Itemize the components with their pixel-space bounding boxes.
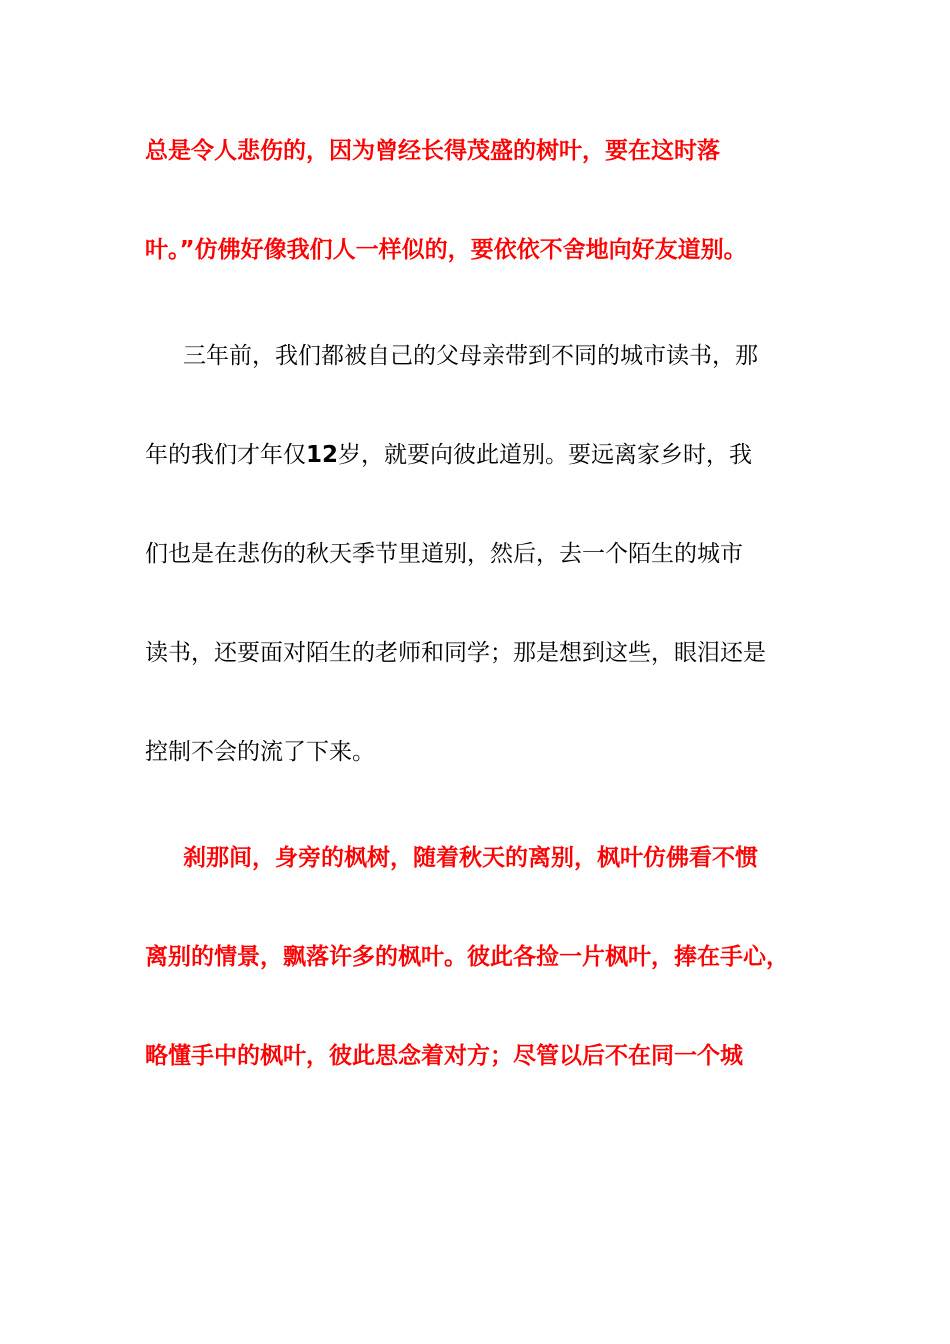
paragraph-2-line-2 [145, 440, 825, 470]
paragraph-2-line-2-text-a: 年的我们才年仅 [145, 442, 306, 468]
paragraph-2-line-1: 三年前，我们都被自己的父母亲带到不同的城市读书，那 [183, 343, 758, 369]
paragraph-2-line-2-text-b: 岁，就要向彼此道别。要远离家乡时，我 [338, 442, 753, 468]
paragraph-1-line-2: 叶。”仿佛好像我们人一样似的，要依依不舍地向好友道别。 [145, 237, 747, 263]
paragraph-3-line-3: 略懂手中的枫叶，彼此思念着对方；尽管以后不在同一个城 [145, 1043, 743, 1069]
paragraph-3-line-1: 刹那间，身旁的枫树，随着秋天的离别，枫叶仿佛看不惯 [183, 845, 758, 871]
paragraph-2-line-5: 控制不会的流了下来。 [145, 739, 375, 765]
paragraph-3-line-2: 离别的情景，飘落许多的枫叶。彼此各捡一片枫叶，捧在手心， [145, 944, 789, 970]
paragraph-2-line-4: 读书，还要面对陌生的老师和同学；那是想到这些，眼泪还是 [145, 640, 766, 666]
paragraph-2-line-3: 们也是在悲伤的秋天季节里道别，然后，去一个陌生的城市 [145, 541, 743, 567]
age-number: 12 [306, 442, 339, 468]
paragraph-1-line-1: 总是令人悲伤的，因为曾经长得茂盛的树叶，要在这时落 [145, 138, 720, 164]
